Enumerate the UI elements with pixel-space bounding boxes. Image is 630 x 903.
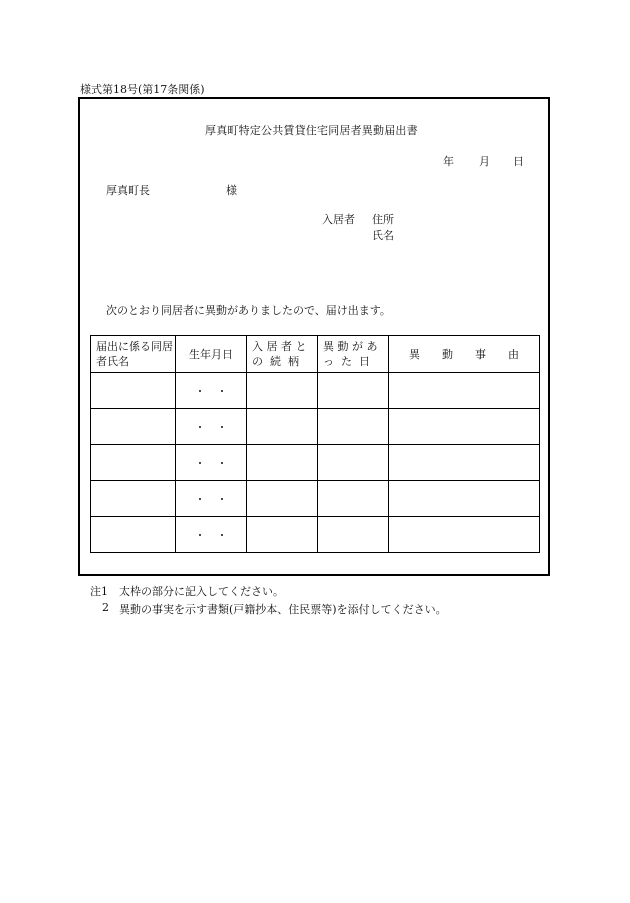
birth-date-cell[interactable]: ・ ・ — [176, 445, 247, 481]
reason-cell[interactable] — [389, 445, 540, 481]
cohabitant-name-cell[interactable] — [91, 445, 176, 481]
reason-cell[interactable] — [389, 481, 540, 517]
note-2-text: 異動の事実を示す書類(戸籍抄本、住民票等)を添付してください。 — [119, 603, 447, 616]
date-month-label: 月 — [479, 155, 490, 168]
resident-address-label: 住所 — [372, 213, 394, 226]
statement-text: 次のとおり同居者に異動がありましたので、届け出ます。 — [106, 304, 391, 317]
date-day-label: 日 — [513, 155, 524, 168]
change-table — [90, 335, 540, 553]
header-change-date: 異 動 が あ っ た 日 — [318, 336, 389, 373]
resident-name-label: 氏名 — [372, 229, 394, 242]
addressee-honorific: 様 — [226, 184, 237, 197]
relationship-cell[interactable] — [247, 445, 318, 481]
form-title: 厚真町特定公共賃貸住宅同居者異動届出書 — [205, 124, 418, 137]
change-date-cell[interactable] — [318, 445, 389, 481]
birth-date-cell[interactable]: ・ ・ — [176, 517, 247, 553]
reason-cell[interactable] — [389, 373, 540, 409]
header-cohabitant-name: 届出に係る同居者氏名 — [91, 336, 176, 373]
cohabitant-name-cell[interactable] — [91, 373, 176, 409]
note-2-number: 2 — [102, 601, 109, 614]
change-date-cell[interactable] — [318, 481, 389, 517]
date-year-label: 年 — [443, 155, 454, 168]
relationship-cell[interactable] — [247, 373, 318, 409]
addressee-label: 厚真町長 — [106, 184, 150, 197]
header-birth-date: 生年月日 — [176, 336, 247, 373]
relationship-cell[interactable] — [247, 409, 318, 445]
change-date-cell[interactable] — [318, 517, 389, 553]
note-1-text: 太枠の部分に記入してください。 — [119, 585, 284, 598]
form-number: 様式第18号(第17条関係) — [80, 83, 205, 96]
note-1-number: 注1 — [90, 585, 108, 598]
reason-cell[interactable] — [389, 517, 540, 553]
birth-date-cell[interactable]: ・ ・ — [176, 409, 247, 445]
header-reason: 異 動 事 由 — [389, 336, 540, 373]
relationship-cell[interactable] — [247, 481, 318, 517]
header-relationship: 入 居 者 と の 続 柄 — [247, 336, 318, 373]
table-row — [91, 373, 540, 409]
cohabitant-name-cell[interactable] — [91, 517, 176, 553]
table-row — [91, 409, 540, 445]
table-row — [91, 481, 540, 517]
table-row — [91, 445, 540, 481]
table-header-row — [91, 336, 540, 373]
resident-label: 入居者 — [322, 213, 355, 226]
cohabitant-name-cell[interactable] — [91, 481, 176, 517]
change-date-cell[interactable] — [318, 409, 389, 445]
change-date-cell[interactable] — [318, 373, 389, 409]
relationship-cell[interactable] — [247, 517, 318, 553]
reason-cell[interactable] — [389, 409, 540, 445]
table-row — [91, 517, 540, 553]
birth-date-cell[interactable]: ・ ・ — [176, 481, 247, 517]
birth-date-cell[interactable]: ・ ・ — [176, 373, 247, 409]
cohabitant-name-cell[interactable] — [91, 409, 176, 445]
